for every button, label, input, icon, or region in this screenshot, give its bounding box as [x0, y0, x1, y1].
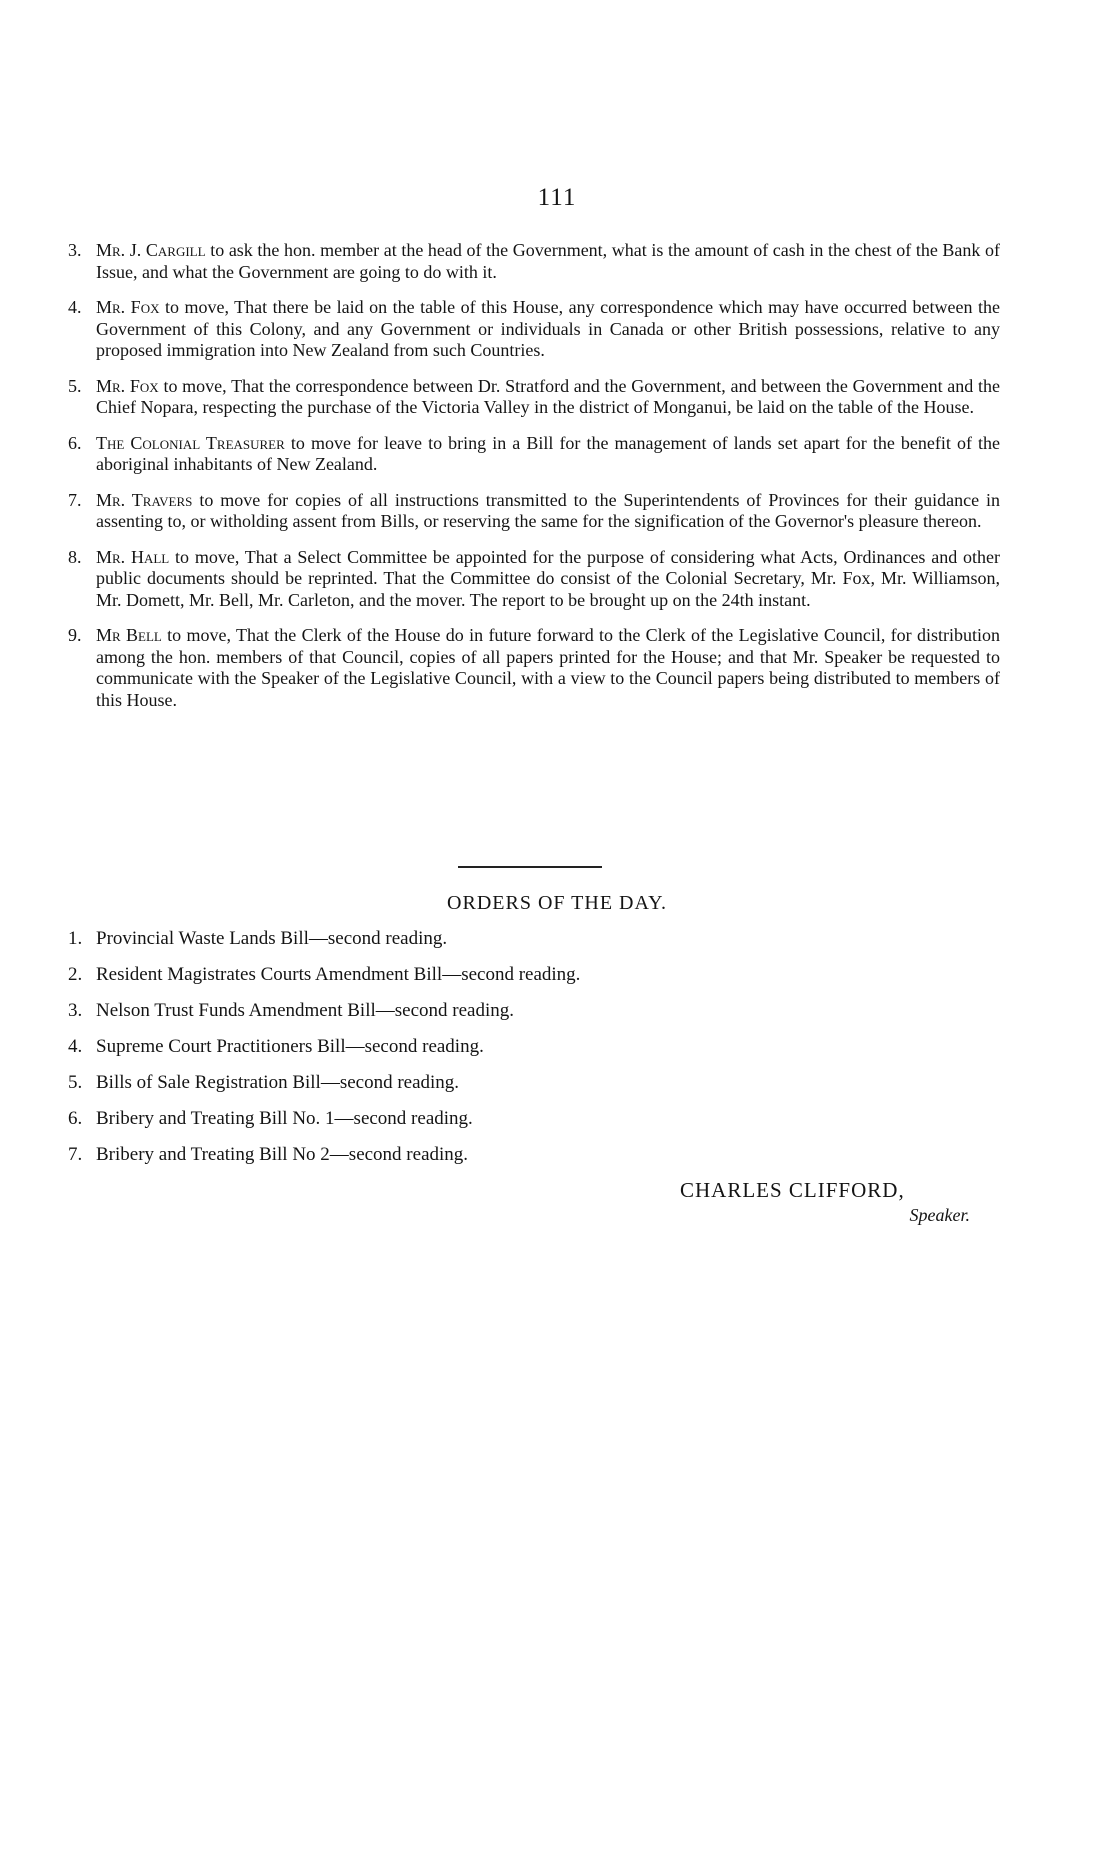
notice-member: Mr Bell	[96, 625, 162, 645]
notice-item	[68, 297, 1000, 362]
notice-member: The Colonial Treasurer	[96, 432, 285, 453]
notice-number: 3.	[68, 240, 82, 260]
notice-member: Mr. J. Cargill	[96, 240, 206, 260]
orders-heading: ORDERS OF THE DAY.	[447, 892, 667, 914]
notice-member: Mr. Fox	[96, 375, 159, 396]
notice-text: to move for copies of all instructions transmitted to the Superintendents of Provinces for their guidance in assenting to, or witholding assent from Bills, or reserving the same for the signification of the Governor's pleasure thereon.	[96, 489, 1001, 531]
notice-text: to move, That the correspondence between Dr. Stratford and the Government, and between the Government and the Chief Nopara, respecting the purchase of the Victoria Valley in the district of Monganui, be laid on the table of the House.	[96, 375, 1001, 417]
order-item	[68, 1000, 768, 1036]
order-text: Supreme Court Practitioners Bill—second reading.	[96, 1036, 484, 1057]
order-text: Bills of Sale Registration Bill—second reading.	[96, 1072, 460, 1093]
notice-member: Mr. Fox	[96, 297, 160, 317]
notice-number: 7.	[68, 489, 82, 510]
notice-member: Mr. Travers	[96, 489, 193, 510]
order-number: 5.	[68, 1072, 83, 1093]
notice-number: 6.	[68, 432, 82, 453]
order-item	[68, 964, 768, 1000]
notices-of-motion	[68, 240, 1000, 725]
signature-block	[680, 1178, 980, 1226]
notice-number: 4.	[68, 297, 82, 317]
order-text: Nelson Trust Funds Amendment Bill—second reading.	[96, 1000, 514, 1021]
notice-item	[68, 433, 1000, 476]
order-text: Bribery and Treating Bill No. 1—second reading.	[96, 1108, 473, 1129]
notice-item	[68, 625, 1000, 711]
notice-text: to move for leave to bring in a Bill for the management of lands set apart for the benefit of the aboriginal inhabitants of New Zealand.	[96, 432, 1001, 474]
order-item	[68, 1144, 768, 1180]
page-number: 111	[537, 184, 577, 211]
order-number: 3.	[68, 1000, 83, 1021]
order-number: 7.	[68, 1144, 83, 1165]
notice-text: to ask the hon. member at the head of the Government, what is the amount of cash in the chest of the Bank of Issue, and what the Government are going to do with it.	[96, 240, 1001, 282]
notice-text: to move, That a Select Committee be appointed for the purpose of considering what Acts, Ordinances and other public documents should be reprinted. That the Committee do consist of the Colonial Secretary, Mr. Fox, Mr. Williamson, Mr. Domett, Mr. Bell, Mr. Carleton, and the mover. The report to be brought up on the 24th instant.	[96, 546, 1001, 610]
notice-text: to move, That there be laid on the table of this House, any correspondence which may have occurred between the Government of this Colony, and any Government or individuals in Canada or other British possessions, relative to any proposed immigration into New Zealand from such Countries.	[96, 297, 1001, 360]
order-item	[68, 1072, 768, 1108]
notice-item	[68, 240, 1000, 283]
order-item	[68, 1108, 768, 1144]
notice-number: 5.	[68, 375, 82, 396]
order-number: 6.	[68, 1108, 83, 1129]
notice-item	[68, 376, 1000, 419]
order-text: Resident Magistrates Courts Amendment Bill—second reading.	[96, 964, 581, 985]
order-item	[68, 928, 768, 964]
orders-of-the-day	[68, 928, 768, 1180]
signatory-title: Speaker.	[909, 1205, 970, 1225]
order-number: 1.	[68, 928, 83, 949]
notice-text: to move, That the Clerk of the House do in future forward to the Clerk of the Legislative Council, for distribution among the hon. members of that Council, copies of all papers printed for the House; and that Mr. Speaker be requested to communicate with the Speaker of the Legislative Council, with a view to the Council papers being distributed to members of this House.	[96, 625, 1000, 710]
notice-member: Mr. Hall	[96, 546, 170, 567]
notice-item	[68, 490, 1000, 533]
order-number: 4.	[68, 1036, 83, 1057]
notice-number: 8.	[68, 546, 82, 567]
order-number: 2.	[68, 964, 83, 985]
section-divider	[458, 866, 602, 868]
order-text: Provincial Waste Lands Bill—second reading.	[96, 928, 448, 949]
signatory-name: CHARLES CLIFFORD,	[680, 1178, 905, 1202]
notice-item	[68, 547, 1000, 612]
order-item	[68, 1036, 768, 1072]
order-text: Bribery and Treating Bill No 2—second reading.	[96, 1144, 469, 1165]
notice-number: 9.	[68, 625, 82, 645]
